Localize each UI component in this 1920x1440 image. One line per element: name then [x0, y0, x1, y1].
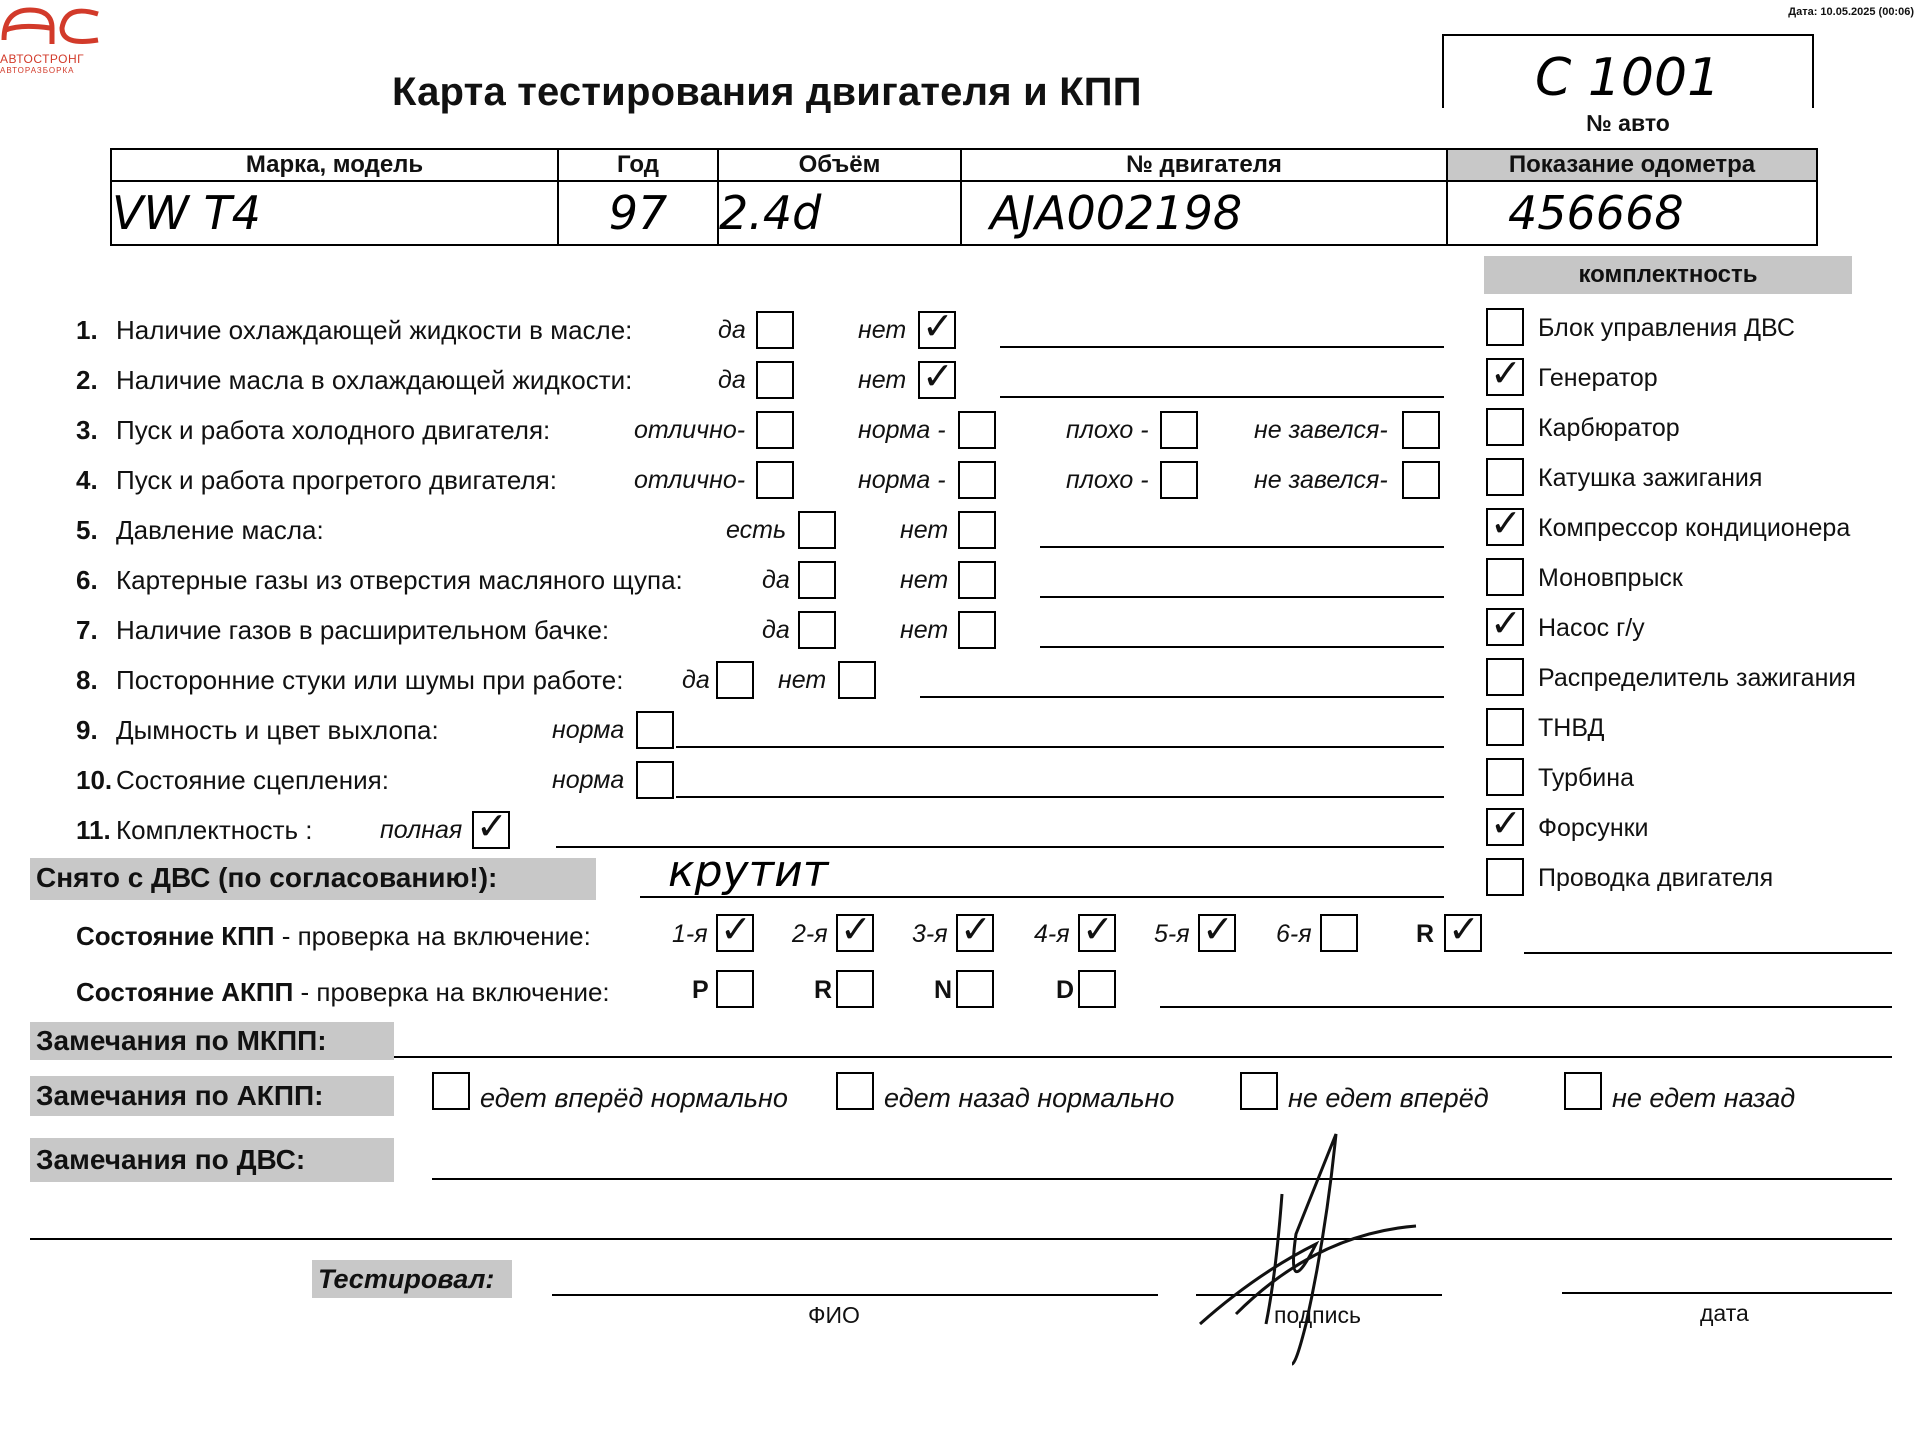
question-row [76, 510, 324, 550]
kit-checkbox[interactable] [1486, 858, 1524, 896]
question-row [76, 410, 550, 450]
question-row [76, 610, 609, 650]
kit-checkbox[interactable] [1486, 708, 1524, 746]
question-row [76, 560, 683, 600]
question-row [76, 360, 632, 400]
option-label: не завелся- [1254, 466, 1388, 494]
remarks-mkpp-line [394, 1056, 1892, 1058]
question-number: 3. [76, 415, 98, 445]
question-number: 8. [76, 665, 98, 695]
remarks-mkpp-label: Замечания по МКПП: [30, 1022, 394, 1060]
date-line[interactable] [1562, 1292, 1892, 1294]
check-mark-icon: ✓ [840, 907, 872, 951]
question-number: 1. [76, 315, 98, 345]
question-text: Наличие масла в охлаждающей жидкости: [116, 365, 633, 395]
option-label: полная [380, 816, 463, 844]
page-title: Карта тестирования двигателя и КПП [392, 70, 1142, 114]
remarks-dvs-label: Замечания по ДВС: [30, 1138, 394, 1182]
option-label: отлично- [634, 416, 746, 444]
question-text: Комплектность : [116, 815, 313, 845]
question-row [76, 810, 313, 850]
akpp-mode-checkbox[interactable] [956, 970, 994, 1008]
option-checkbox[interactable] [918, 304, 956, 349]
option-label: нет [858, 316, 907, 344]
akpp-mode-checkbox[interactable] [836, 970, 874, 1008]
akpp-line [1160, 1006, 1892, 1008]
check-mark-icon: ✓ [1490, 351, 1522, 395]
akpp-label-rest: - проверка на включение: [293, 977, 610, 1007]
question-number: 11. [76, 815, 111, 845]
kit-item-label: Карбюратор [1538, 414, 1680, 442]
question-number: 2. [76, 365, 98, 395]
question-text: Картерные газы из отверстия масляного щупа: [116, 565, 683, 595]
check-mark-icon: ✓ [1448, 907, 1480, 951]
question-text: Пуск и работа прогретого двигателя: [116, 465, 557, 495]
check-mark-icon: ✓ [922, 304, 954, 348]
gear-checkbox[interactable] [716, 907, 754, 952]
option-label: отлично- [634, 466, 746, 494]
kit-checkbox[interactable] [1486, 501, 1524, 546]
option-checkbox[interactable] [958, 511, 996, 549]
check-mark-icon: ✓ [476, 804, 508, 848]
removed-value[interactable]: крутит [668, 846, 829, 897]
col-engine-number: № двигателя [961, 149, 1447, 181]
kpp-label-rest: - проверка на включение: [274, 921, 591, 951]
answer-line [556, 846, 1444, 848]
akpp-remark-checkbox[interactable] [432, 1072, 470, 1110]
question-number: 4. [76, 465, 98, 495]
kit-checkbox[interactable] [1486, 351, 1524, 396]
option-checkbox[interactable] [636, 711, 674, 749]
kit-item-label: Генератор [1538, 364, 1658, 392]
akpp-remark-label: не едет назад [1612, 1083, 1796, 1113]
kit-checkbox[interactable] [1486, 758, 1524, 796]
kit-item-label: Катушка зажигания [1538, 464, 1763, 492]
gear-checkbox[interactable] [1078, 907, 1116, 952]
option-checkbox[interactable] [838, 661, 876, 699]
akpp-remark-checkbox[interactable] [1240, 1072, 1278, 1110]
logo-subtitle: АВТОРАЗБОРКА [0, 66, 75, 75]
option-label: есть [726, 516, 787, 544]
year-value[interactable]: 97 [558, 181, 718, 245]
option-label: да [718, 316, 746, 344]
gear-label: 6-я [1276, 920, 1312, 948]
gear-label: R [1416, 920, 1435, 948]
akpp-mode-label: D [1056, 976, 1075, 1004]
akpp-mode-label: P [692, 976, 709, 1004]
kpp-label-bold: Состояние КПП [76, 921, 275, 951]
option-checkbox[interactable] [636, 761, 674, 799]
kit-checkbox[interactable] [1486, 408, 1524, 446]
question-row [76, 660, 623, 700]
kit-checkbox[interactable] [1486, 801, 1524, 846]
akpp-mode-label: N [934, 976, 953, 1004]
option-checkbox[interactable] [756, 311, 794, 349]
question-row [76, 460, 557, 500]
option-checkbox[interactable] [756, 461, 794, 499]
col-year: Год [558, 149, 718, 181]
option-checkbox[interactable] [958, 461, 996, 499]
akpp-mode-checkbox[interactable] [1078, 970, 1116, 1008]
option-checkbox[interactable] [716, 661, 754, 699]
kit-title: комплектность [1484, 256, 1852, 294]
engine-number-value[interactable]: AJA002198 [961, 181, 1447, 245]
remarks-akpp-label: Замечания по АКПП: [30, 1076, 394, 1116]
option-label: нет [778, 666, 827, 694]
gear-checkbox[interactable] [836, 907, 874, 952]
question-number: 10. [76, 765, 113, 795]
answer-line [1040, 646, 1444, 648]
gear-checkbox[interactable] [1320, 914, 1358, 952]
col-volume: Объём [718, 149, 961, 181]
option-label: норма - [858, 466, 946, 494]
akpp-remark-label: едет вперёд нормально [480, 1083, 788, 1113]
akpp-mode-label: R [814, 976, 833, 1004]
question-text: Дымность и цвет выхлопа: [116, 715, 439, 745]
question-row [76, 710, 439, 750]
signature-icon [1196, 1124, 1426, 1374]
fio-caption: ФИО [808, 1302, 860, 1328]
kit-checkbox[interactable] [1486, 601, 1524, 646]
option-label: норма [552, 716, 625, 744]
option-label: норма - [858, 416, 946, 444]
gear-label: 3-я [912, 920, 948, 948]
question-text: Наличие газов в расширительном бачке: [116, 615, 610, 645]
question-number: 9. [76, 715, 98, 745]
option-label: да [762, 566, 790, 594]
option-checkbox[interactable] [1160, 411, 1198, 449]
akpp-label [76, 972, 610, 1012]
option-label: норма [552, 766, 625, 794]
answer-line [1040, 596, 1444, 598]
sign-caption: подпись [1274, 1302, 1361, 1328]
kit-item-label: Насос г/у [1538, 614, 1645, 642]
gear-label: 4-я [1034, 920, 1070, 948]
option-checkbox[interactable] [958, 561, 996, 599]
check-mark-icon: ✓ [922, 354, 954, 398]
question-text: Посторонние стуки или шумы при работе: [116, 665, 624, 695]
col-make-model: Марка, модель [111, 149, 558, 181]
gear-label: 5-я [1154, 920, 1190, 948]
answer-line [676, 796, 1444, 798]
option-label: плохо - [1066, 466, 1149, 494]
answer-line [920, 696, 1444, 698]
option-label: да [682, 666, 710, 694]
answer-line [1000, 396, 1444, 398]
car-number-value: C 1001 [1535, 48, 1721, 108]
option-checkbox[interactable] [958, 411, 996, 449]
date-stamp: Дата: 10.05.2025 (00:06) [1788, 6, 1914, 18]
akpp-remark-label: едет назад нормально [884, 1083, 1175, 1113]
gear-label: 1-я [672, 920, 708, 948]
question-number: 5. [76, 515, 98, 545]
kit-checkbox[interactable] [1486, 458, 1524, 496]
check-mark-icon: ✓ [1490, 801, 1522, 845]
option-label: да [762, 616, 790, 644]
vehicle-header-table [110, 148, 1818, 246]
check-mark-icon: ✓ [720, 907, 752, 951]
date-caption: дата [1700, 1300, 1749, 1326]
kit-checkbox[interactable] [1486, 558, 1524, 596]
option-label: нет [900, 516, 949, 544]
logo-icon [0, 0, 100, 52]
make-model-value[interactable]: VW T4 [111, 181, 558, 245]
gear-checkbox[interactable] [956, 907, 994, 952]
option-label: нет [900, 616, 949, 644]
option-checkbox[interactable] [472, 804, 510, 849]
kit-item-label: Проводка двигателя [1538, 864, 1774, 892]
question-text: Давление масла: [116, 515, 324, 545]
answer-line [1000, 346, 1444, 348]
gear-checkbox[interactable] [1444, 907, 1482, 952]
option-checkbox[interactable] [756, 411, 794, 449]
option-checkbox[interactable] [756, 361, 794, 399]
remarks-dvs-line [432, 1178, 1892, 1180]
check-mark-icon: ✓ [960, 907, 992, 951]
option-label: нет [858, 366, 907, 394]
kit-checkbox[interactable] [1486, 658, 1524, 696]
volume-value[interactable]: 2.4d [718, 181, 961, 245]
col-odometer: Показание одометра [1447, 149, 1817, 181]
akpp-remark-checkbox[interactable] [836, 1072, 874, 1110]
check-mark-icon: ✓ [1490, 601, 1522, 645]
question-row [76, 760, 389, 800]
option-checkbox[interactable] [798, 611, 836, 649]
remarks-dvs-line-2 [30, 1238, 1892, 1240]
option-label: нет [900, 566, 949, 594]
kpp-line [1524, 952, 1892, 954]
kpp-label [76, 916, 591, 956]
check-mark-icon: ✓ [1082, 907, 1114, 951]
option-label: не завелся- [1254, 416, 1388, 444]
removed-label: Снято с ДВС (по согласованию!): [30, 858, 596, 900]
akpp-remark-label: не едет вперёд [1288, 1083, 1489, 1113]
answer-line [1040, 546, 1444, 548]
question-text: Состояние сцепления: [116, 765, 389, 795]
company-logo [0, 0, 110, 80]
option-checkbox[interactable] [918, 354, 956, 399]
option-checkbox[interactable] [1160, 461, 1198, 499]
kit-item-label: ТНВД [1538, 714, 1605, 742]
question-text: Наличие охлаждающей жидкости в масле: [116, 315, 633, 345]
option-label: да [718, 366, 746, 394]
kit-item-label: Моновпрыск [1538, 564, 1683, 592]
kit-checkbox[interactable] [1486, 308, 1524, 346]
question-row [76, 310, 632, 350]
question-number: 6. [76, 565, 98, 595]
kit-item-label: Форсунки [1538, 814, 1649, 842]
option-checkbox[interactable] [798, 561, 836, 599]
gear-label: 2-я [792, 920, 828, 948]
akpp-label-bold: Состояние АКПП [76, 977, 294, 1007]
question-number: 7. [76, 615, 98, 645]
logo-brand: АВТОСТРОНГ [0, 52, 85, 66]
option-checkbox[interactable] [798, 511, 836, 549]
option-checkbox[interactable] [1402, 461, 1440, 499]
car-number-label: № авто [1586, 110, 1670, 136]
tested-label: Тестировал: [312, 1260, 512, 1298]
kit-item-label: Компрессор кондиционера [1538, 514, 1851, 542]
answer-line [676, 746, 1444, 748]
option-checkbox[interactable] [1402, 411, 1440, 449]
fio-line[interactable] [552, 1294, 1158, 1296]
gear-checkbox[interactable] [1198, 907, 1236, 952]
removed-line [640, 896, 1444, 898]
kit-item-label: Блок управления ДВС [1538, 314, 1795, 342]
check-mark-icon: ✓ [1490, 501, 1522, 545]
kit-item-label: Турбина [1538, 764, 1634, 792]
check-mark-icon: ✓ [1202, 907, 1234, 951]
akpp-remark-checkbox[interactable] [1564, 1072, 1602, 1110]
akpp-mode-checkbox[interactable] [716, 970, 754, 1008]
option-label: плохо - [1066, 416, 1149, 444]
odometer-value[interactable]: 456668 [1447, 181, 1817, 245]
kit-item-label: Распределитель зажигания [1538, 664, 1856, 692]
option-checkbox[interactable] [958, 611, 996, 649]
question-text: Пуск и работа холодного двигателя: [116, 415, 551, 445]
